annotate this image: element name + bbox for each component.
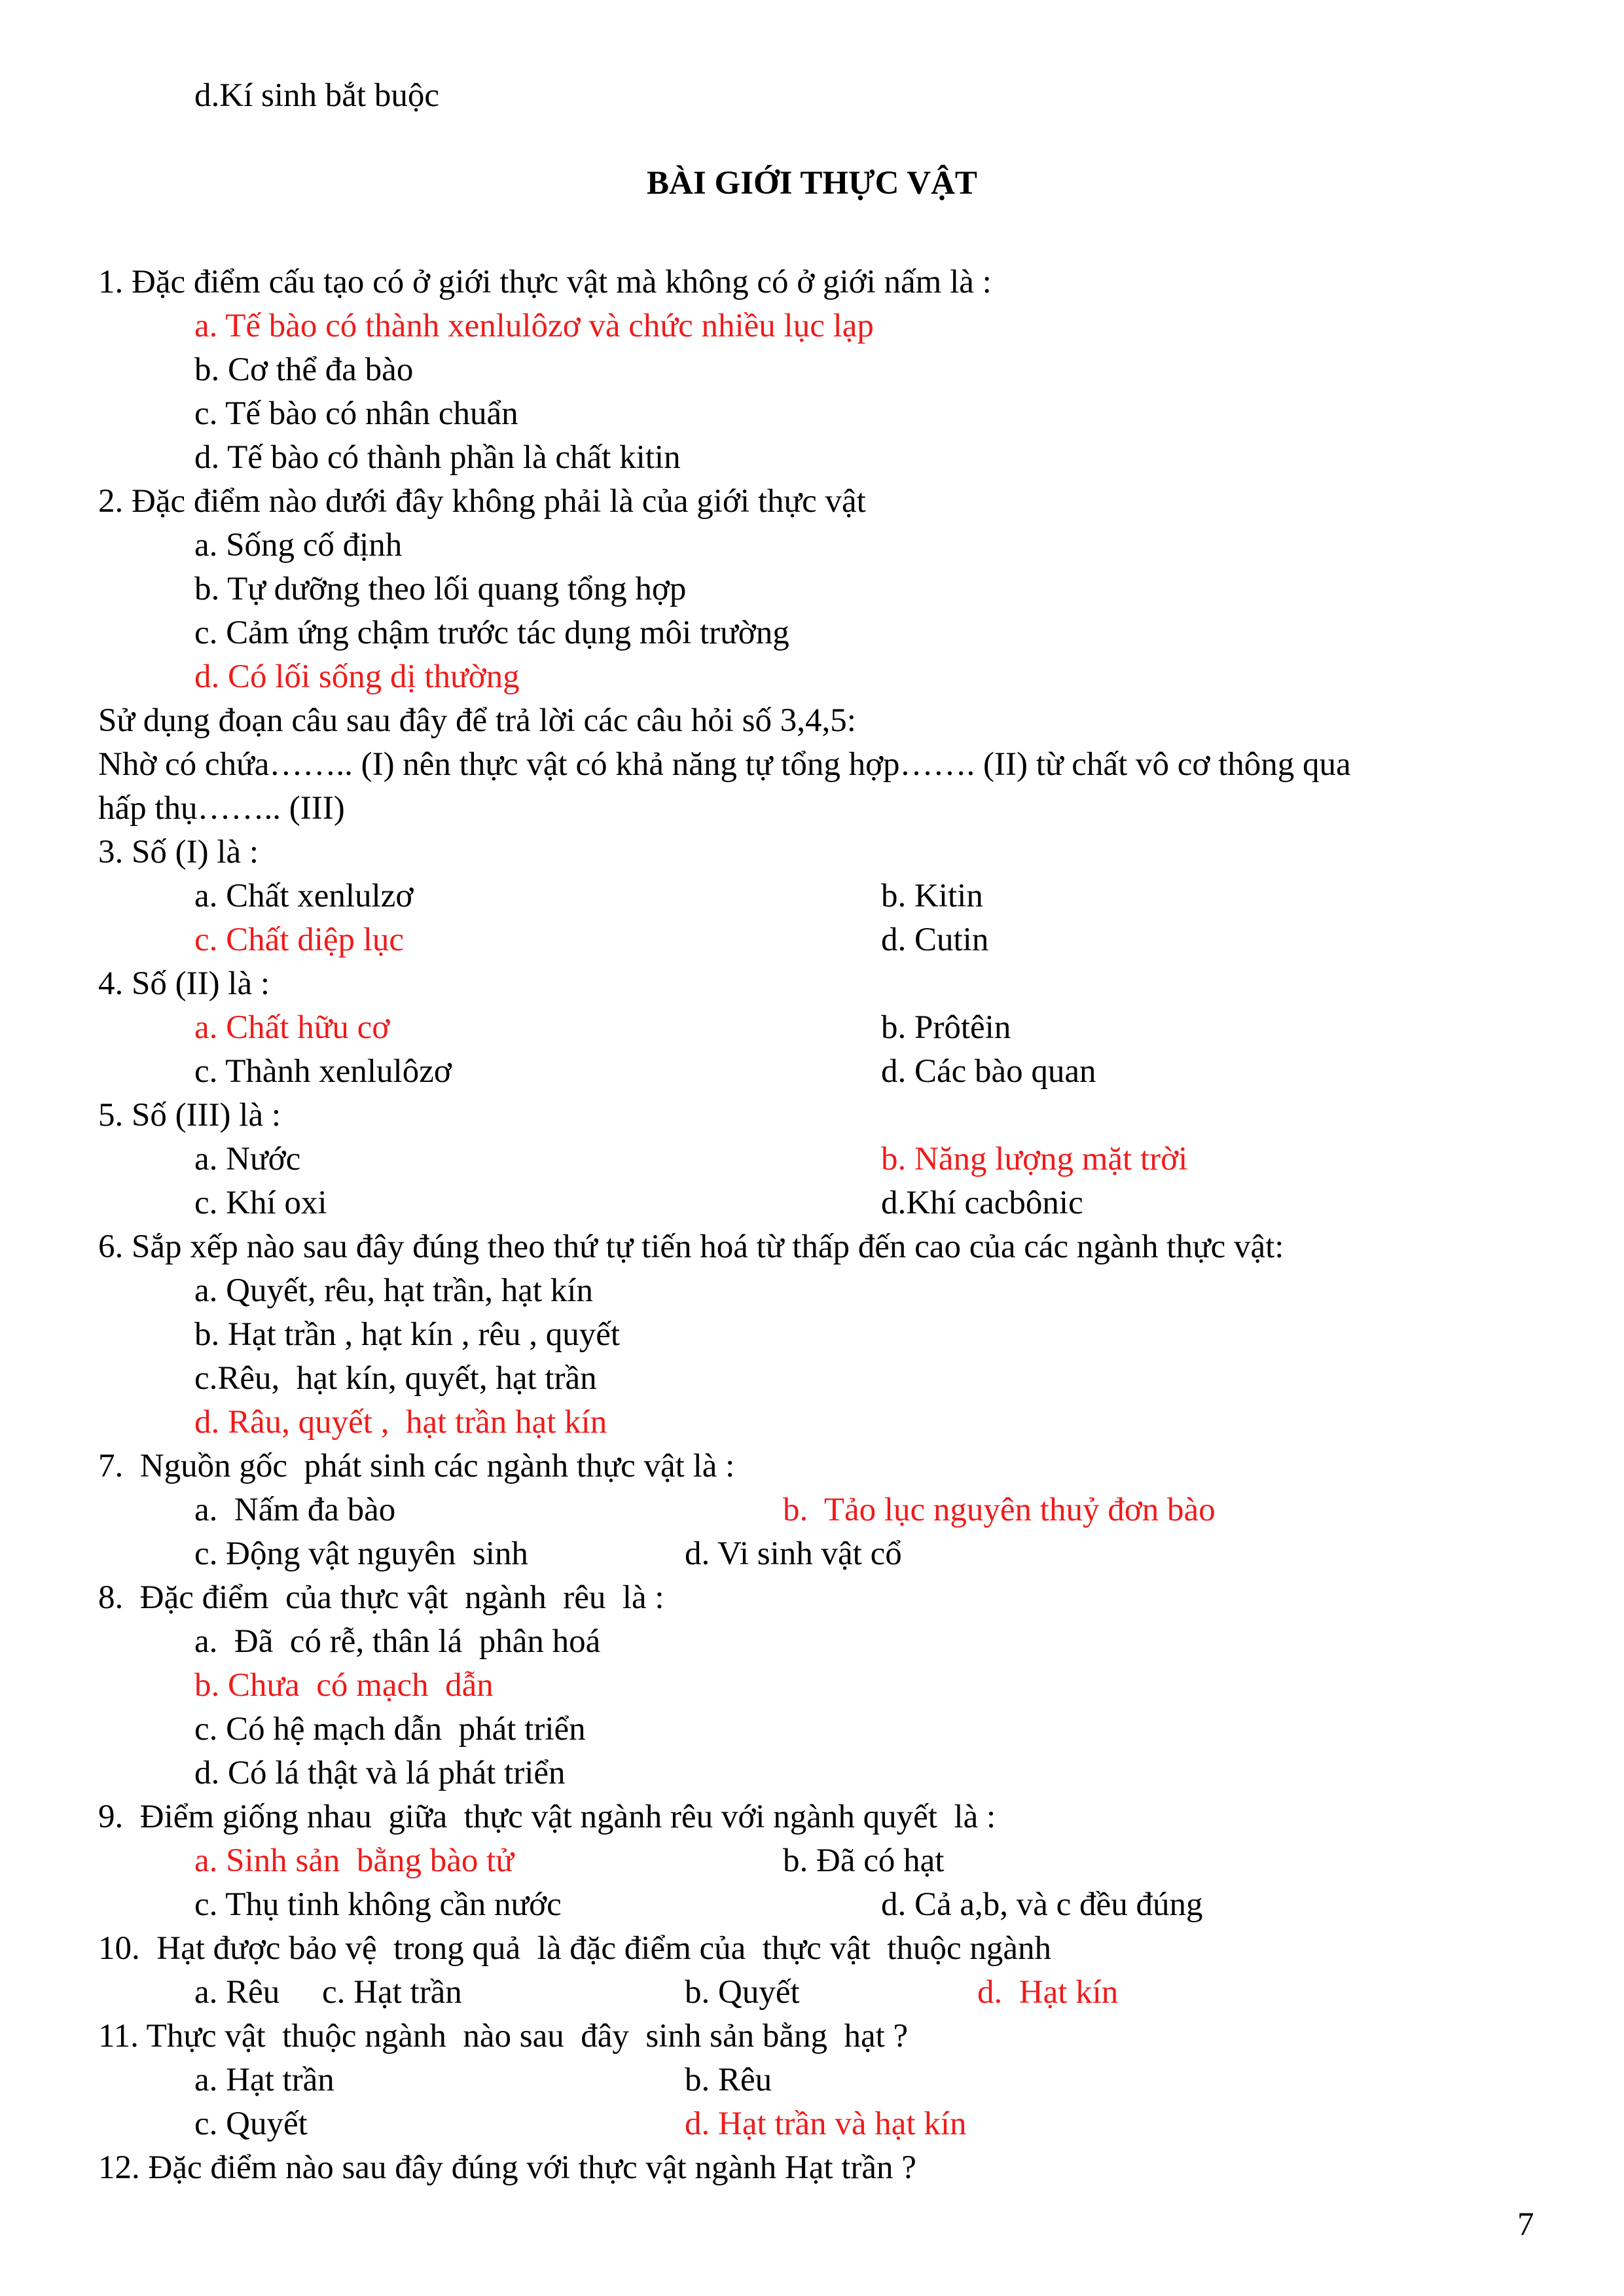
question-11-option-a: a. Hạt trần — [194, 2062, 334, 2098]
question-2-option-b: b. Tự dưỡng theo lối quang tổng hợp — [194, 571, 687, 607]
question-7-stem: 7. Nguồn gốc phát sinh các ngành thực vật là : — [98, 1448, 735, 1484]
question-8-stem: 8. Đặc điểm của thực vật ngành rêu là : — [98, 1579, 664, 1616]
question-12-stem: 12. Đặc điểm nào sau đây đúng với thực vật ngành Hạt trần ? — [98, 2149, 916, 2186]
question-4-option-b: b. Prôtêin — [881, 1009, 1011, 1046]
question-3-option-b: b. Kitin — [881, 878, 983, 914]
question-3-option-d: d. Cutin — [881, 922, 989, 958]
question-1-stem: 1. Đặc điểm cấu tạo có ở giới thực vật mà không có ở giới nấm là : — [98, 264, 992, 300]
question-4-stem: 4. Số (II) là : — [98, 965, 270, 1002]
question-6-option-b: b. Hạt trần , hạt kín , rêu , quyết — [194, 1316, 621, 1353]
question-2-option-d-correct: d. Có lối sống dị thường — [194, 658, 520, 695]
question-10-option-a: a. Rêu — [194, 1974, 280, 2011]
question-6-option-c: c.Rêu, hạt kín, quyết, hạt trần — [194, 1360, 597, 1397]
question-9-option-a-correct: a. Sinh sản bằng bào tử — [194, 1842, 514, 1879]
question-5-stem: 5. Số (III) là : — [98, 1097, 281, 1134]
passage-line-1: Nhờ có chứa…….. (I) nên thực vật có khả năng tự tổng hợp……. (II) từ chất vô cơ thông qua — [98, 746, 1351, 783]
page-number: 7 — [1517, 2206, 1534, 2243]
question-5-option-b-correct: b. Năng lượng mặt trời — [881, 1141, 1188, 1177]
question-3-option-a: a. Chất xenlulzơ — [194, 878, 414, 914]
question-7-option-d: d. Vi sinh vật cổ — [685, 1535, 902, 1572]
question-2-option-c: c. Cảm ứng chậm trước tác dụng môi trường — [194, 615, 789, 651]
question-9-option-b: b. Đã có hạt — [783, 1842, 945, 1879]
question-7-option-a: a. Nấm đa bào — [194, 1492, 396, 1528]
question-3-stem: 3. Số (I) là : — [98, 834, 259, 870]
question-4-option-d: d. Các bào quan — [881, 1053, 1096, 1090]
passage-line-2: hấp thụ…….. (III) — [98, 790, 345, 827]
question-10-option-d-correct: d. Hạt kín — [977, 1974, 1119, 2011]
question-2-option-a: a. Sống cố định — [194, 527, 403, 564]
question-5-option-c: c. Khí oxi — [194, 1185, 327, 1221]
question-6-option-d-correct: d. Râu, quyết , hạt trần hạt kín — [194, 1404, 607, 1441]
previous-answer-line: d.Kí sinh bắt buộc — [194, 77, 439, 114]
question-10-option-c: c. Hạt trần — [322, 1974, 462, 2011]
question-1-option-a-correct: a. Tế bào có thành xenlulôzơ và chức nhiều lục lạp — [194, 308, 874, 344]
question-9-stem: 9. Điểm giống nhau giữa thực vật ngành rêu với ngành quyết là : — [98, 1799, 996, 1835]
question-9-option-c: c. Thụ tinh không cần nước — [194, 1886, 562, 1923]
question-9-option-d: d. Cả a,b, và c đều đúng — [881, 1886, 1203, 1923]
question-11-option-c: c. Quyết — [194, 2106, 308, 2142]
question-10-option-b: b. Quyết — [685, 1974, 800, 2011]
passage-intro: Sử dụng đoạn câu sau đây để trả lời các câu hỏi số 3,4,5: — [98, 702, 856, 739]
question-1-option-d: d. Tế bào có thành phần là chất kitin — [194, 439, 681, 476]
question-7-option-b-correct: b. Tảo lục nguyên thuỷ đơn bào — [783, 1492, 1216, 1528]
question-5-option-a: a. Nước — [194, 1141, 301, 1177]
question-8-option-c: c. Có hệ mạch dẫn phát triển — [194, 1711, 586, 1748]
question-4-option-a-correct: a. Chất hữu cơ — [194, 1009, 390, 1046]
question-8-option-a: a. Đã có rễ, thân lá phân hoá — [194, 1623, 601, 1660]
question-2-stem: 2. Đặc điểm nào dưới đây không phải là của giới thực vật — [98, 483, 866, 520]
question-11-option-d-correct: d. Hạt trần và hạt kín — [685, 2106, 967, 2142]
question-1-option-c: c. Tế bào có nhân chuẩn — [194, 395, 518, 432]
question-4-option-c: c. Thành xenlulôzơ — [194, 1053, 452, 1090]
question-8-option-d: d. Có lá thật và lá phát triển — [194, 1755, 566, 1791]
question-8-option-b-correct: b. Chưa có mạch dẫn — [194, 1667, 494, 1704]
question-3-option-c-correct: c. Chất diệp lục — [194, 922, 405, 958]
question-5-option-d: d.Khí cacbônic — [881, 1185, 1083, 1221]
question-10-stem: 10. Hạt được bảo vệ trong quả là đặc điểm của thực vật thuộc ngành — [98, 1930, 1051, 1967]
question-11-stem: 11. Thực vật thuộc ngành nào sau đây sinh sản bằng hạt ? — [98, 2018, 909, 2054]
question-11-option-b: b. Rêu — [685, 2062, 772, 2098]
question-1-option-b: b. Cơ thể đa bào — [194, 351, 414, 388]
question-6-stem: 6. Sắp xếp nào sau đây đúng theo thứ tự tiến hoá từ thấp đến cao của các ngành thực vật: — [98, 1229, 1284, 1265]
question-7-option-c: c. Động vật nguyên sinh — [194, 1535, 528, 1572]
section-title: BÀI GIỚI THỰC VẬT — [647, 165, 977, 202]
question-6-option-a: a. Quyết, rêu, hạt trần, hạt kín — [194, 1272, 593, 1309]
